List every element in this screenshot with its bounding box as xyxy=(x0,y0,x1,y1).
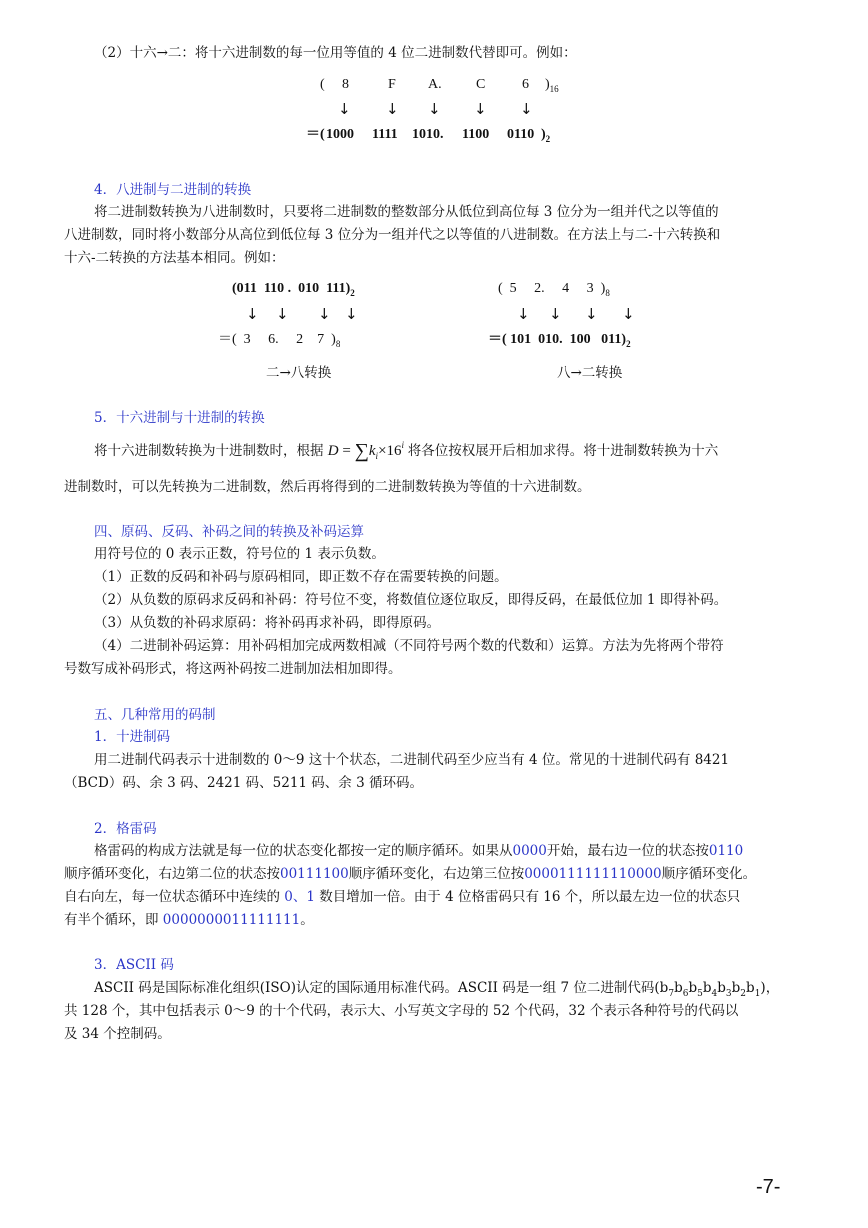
paragraph-line: 进制数时，可以先转换为二进制数，然后再将得到的二进制数转换为等值的十六进制数。 xyxy=(64,479,591,495)
code-value: 0、1 xyxy=(284,889,315,905)
gray-code-line xyxy=(64,865,756,883)
text-run: 自右向左，每一位状态循环中连续的 xyxy=(64,889,285,905)
subsection-heading: 2．格雷码 xyxy=(94,821,157,837)
close-paren: ) xyxy=(545,77,550,92)
down-arrow-icon: ↓ xyxy=(318,305,331,323)
bit-subscript: 1 xyxy=(754,989,761,999)
gray-code-line xyxy=(64,911,314,929)
hex-to-bin-line: （2）十六→二：将十六进制数的每一位用等值的 4 位二进制数代替即可。例如： xyxy=(94,45,577,61)
bit-subscript: 6 xyxy=(682,989,689,999)
formula-D: D xyxy=(327,443,339,459)
section-four-heading: 四、原码、反码、补码之间的转换及补码运算 xyxy=(94,524,364,540)
text-run: )， xyxy=(760,980,780,996)
text-run: 。 xyxy=(300,912,314,928)
formula-times: ×16 xyxy=(378,443,402,459)
result-value: ＝( 3 6. 2 7 ) xyxy=(218,332,336,347)
bit-subscript: 5 xyxy=(697,989,703,999)
paragraph-line: 用符号位的 0 表示正数，符号位的 1 表示负数。 xyxy=(94,546,385,562)
expansion-formula xyxy=(327,440,408,462)
down-arrow-icon: ↓ xyxy=(520,100,533,118)
example-caption: 八→二转换 xyxy=(557,365,623,381)
text-run: 顺序循环变化。 xyxy=(661,866,757,882)
source-value: ( 5 2. 4 3 ) xyxy=(498,281,606,296)
sigma-icon: ∑ xyxy=(354,440,369,462)
hex-digit: F xyxy=(388,77,396,92)
example-result xyxy=(488,331,631,349)
text-run: 顺序循环变化，右边第三位按 xyxy=(348,866,525,882)
down-arrow-icon: ↓ xyxy=(338,100,351,118)
subsection-heading: 1．十进制码 xyxy=(94,729,171,745)
text-run: 开始，最右边一位的状态按 xyxy=(546,843,709,859)
paragraph-line: （3）从负数的补码求原码：将补码再求补码，即得原码。 xyxy=(94,615,441,631)
formula-line xyxy=(94,440,718,461)
paragraph-line: 八进制数，同时将小数部分从高位到低位每 3 位分为一组并代之以等值的八进制数。在方法上与二-十六转换和 xyxy=(64,227,721,243)
example-source xyxy=(498,280,610,298)
code-value: 0110 xyxy=(708,843,744,859)
down-arrow-icon: ↓ xyxy=(474,100,487,118)
text-run: ASCII 码是国际标准化组织(ISO)认定的国际通用标准代码。ASCII 码是一组 7 位二进制代码(b xyxy=(94,980,669,996)
text-run: 有半个循环，即 xyxy=(64,912,163,928)
bit-subscript: 3 xyxy=(725,989,732,999)
formula-exponent: i xyxy=(401,440,405,450)
formula-intro: 将十六进制数转换为十进制数时，根据 xyxy=(94,443,324,459)
down-arrow-icon: ↓ xyxy=(585,305,598,323)
bin-group: 1010. xyxy=(412,127,444,142)
formula-k-subscript: i xyxy=(375,451,379,461)
bit-subscript: 7 xyxy=(668,989,675,999)
code-value: 0000000011111111 xyxy=(162,912,301,928)
paragraph-line: 用二进制代码表示十进制数的 0～9 这十个状态，二进制代码至少应当有 4 位。常见的十进制代码有 8421 xyxy=(94,752,730,768)
gray-code-line xyxy=(64,888,740,906)
down-arrow-icon: ↓ xyxy=(246,305,259,323)
hex-digit: C xyxy=(476,77,486,92)
section-5-heading: 5．十六进制与十进制的转换 xyxy=(94,410,265,426)
formula-tail: 将各位按权展开后相加求得。将十进制数转换为十六 xyxy=(407,443,719,459)
gray-code-line xyxy=(94,842,743,860)
down-arrow-icon: ↓ xyxy=(428,100,441,118)
result-value: ＝( 101 010. 100 011) xyxy=(488,332,627,347)
hex-src-open: ( xyxy=(320,77,325,92)
base-subscript: 16 xyxy=(549,84,559,94)
hex-result-close xyxy=(541,126,550,144)
paragraph-line: （4）二进制补码运算：用补码相加完成两数相减（不同符号两个数的代数和）运算。方法为先将两个带符 xyxy=(94,638,724,654)
bit-subscript: 2 xyxy=(740,989,747,999)
example-result xyxy=(218,331,340,349)
paragraph-line: 及 34 个控制码。 xyxy=(64,1026,171,1042)
paragraph-line: 共 128 个，其中包括表示 0～9 的十个代码，表示大、小写英文字母的 52 个代码，32 个表示各种符号的代码以 xyxy=(64,1003,739,1019)
base-subscript: 8 xyxy=(605,288,610,298)
base-subscript: 2 xyxy=(626,339,631,349)
subsection-heading: 3．ASCII 码 xyxy=(94,957,174,973)
bin-group: 0110 xyxy=(507,127,535,142)
example-source xyxy=(232,280,355,298)
formula-k: k xyxy=(368,443,376,459)
down-arrow-icon: ↓ xyxy=(622,305,635,323)
paragraph-line: （1）正数的反码和补码与原码相同，即正数不存在需要转换的问题。 xyxy=(94,569,508,585)
base-subscript: 2 xyxy=(545,134,551,144)
paragraph-line: 号数写成补码形式，将这两补码按二进制加法相加即得。 xyxy=(64,661,402,677)
hex-result-prefix: ＝( xyxy=(306,127,325,142)
hex-src-close xyxy=(545,76,559,94)
base-subscript: 8 xyxy=(335,339,341,349)
text-run: 顺序循环变化，右边第二位的状态按 xyxy=(64,866,280,882)
down-arrow-icon: ↓ xyxy=(549,305,562,323)
text-run: 格雷码的构成方法就是每一位的状态变化都按一定的顺序循环。如果从 xyxy=(94,843,513,859)
text-run: 数目增加一倍。由于 4 位格雷码只有 16 个，所以最左边一位的状态只 xyxy=(314,889,741,905)
hex-digit: 8 xyxy=(342,77,349,92)
bit-subscript: 4 xyxy=(711,989,718,999)
down-arrow-icon: ↓ xyxy=(386,100,399,118)
bin-group: 1100 xyxy=(462,127,490,142)
section-4-heading: 4．八进制与二进制的转换 xyxy=(94,182,252,198)
down-arrow-icon: ↓ xyxy=(276,305,289,323)
close-paren: ) xyxy=(541,127,546,142)
paragraph-line: 十六-二转换的方法基本相同。例如： xyxy=(64,250,285,266)
code-value: 0000111111110000 xyxy=(524,866,662,882)
section-five-heading: 五、几种常用的码制 xyxy=(94,707,216,723)
hex-digit: 6 xyxy=(522,77,529,92)
bin-group: 1111 xyxy=(372,127,398,142)
source-value: (011 110 . 010 111) xyxy=(232,281,351,296)
down-arrow-icon: ↓ xyxy=(517,305,530,323)
code-value: 0000 xyxy=(512,843,547,859)
formula-eq: = xyxy=(338,443,355,459)
ascii-line: ASCII 码是国际标准化组织(ISO)认定的国际通用标准代码。ASCII 码是一组 7 位二进制代码$(b_7b_6b_5b_4b_3b_2b_1)$， xyxy=(94,980,780,999)
paragraph-line: 将二进制数转换为八进制数时，只要将二进制数的整数部分从低位到高位每 3 位分为一组并代之以等值的 xyxy=(94,204,719,220)
example-caption: 二→八转换 xyxy=(266,365,332,381)
paragraph-line: （2）从负数的原码求反码和补码：符号位不变，将数值位逐位取反，即得反码，在最低位加 1 即得补码。 xyxy=(94,592,728,608)
code-value: 00111100 xyxy=(280,866,349,882)
down-arrow-icon: ↓ xyxy=(345,305,358,323)
page-number: -7- xyxy=(756,1176,781,1198)
paragraph-line: （BCD）码、余 3 码、2421 码、5211 码、余 3 循环码。 xyxy=(64,775,423,791)
bin-group: 1000 xyxy=(326,127,354,142)
hex-digit: A. xyxy=(428,77,442,92)
base-subscript: 2 xyxy=(350,288,355,298)
